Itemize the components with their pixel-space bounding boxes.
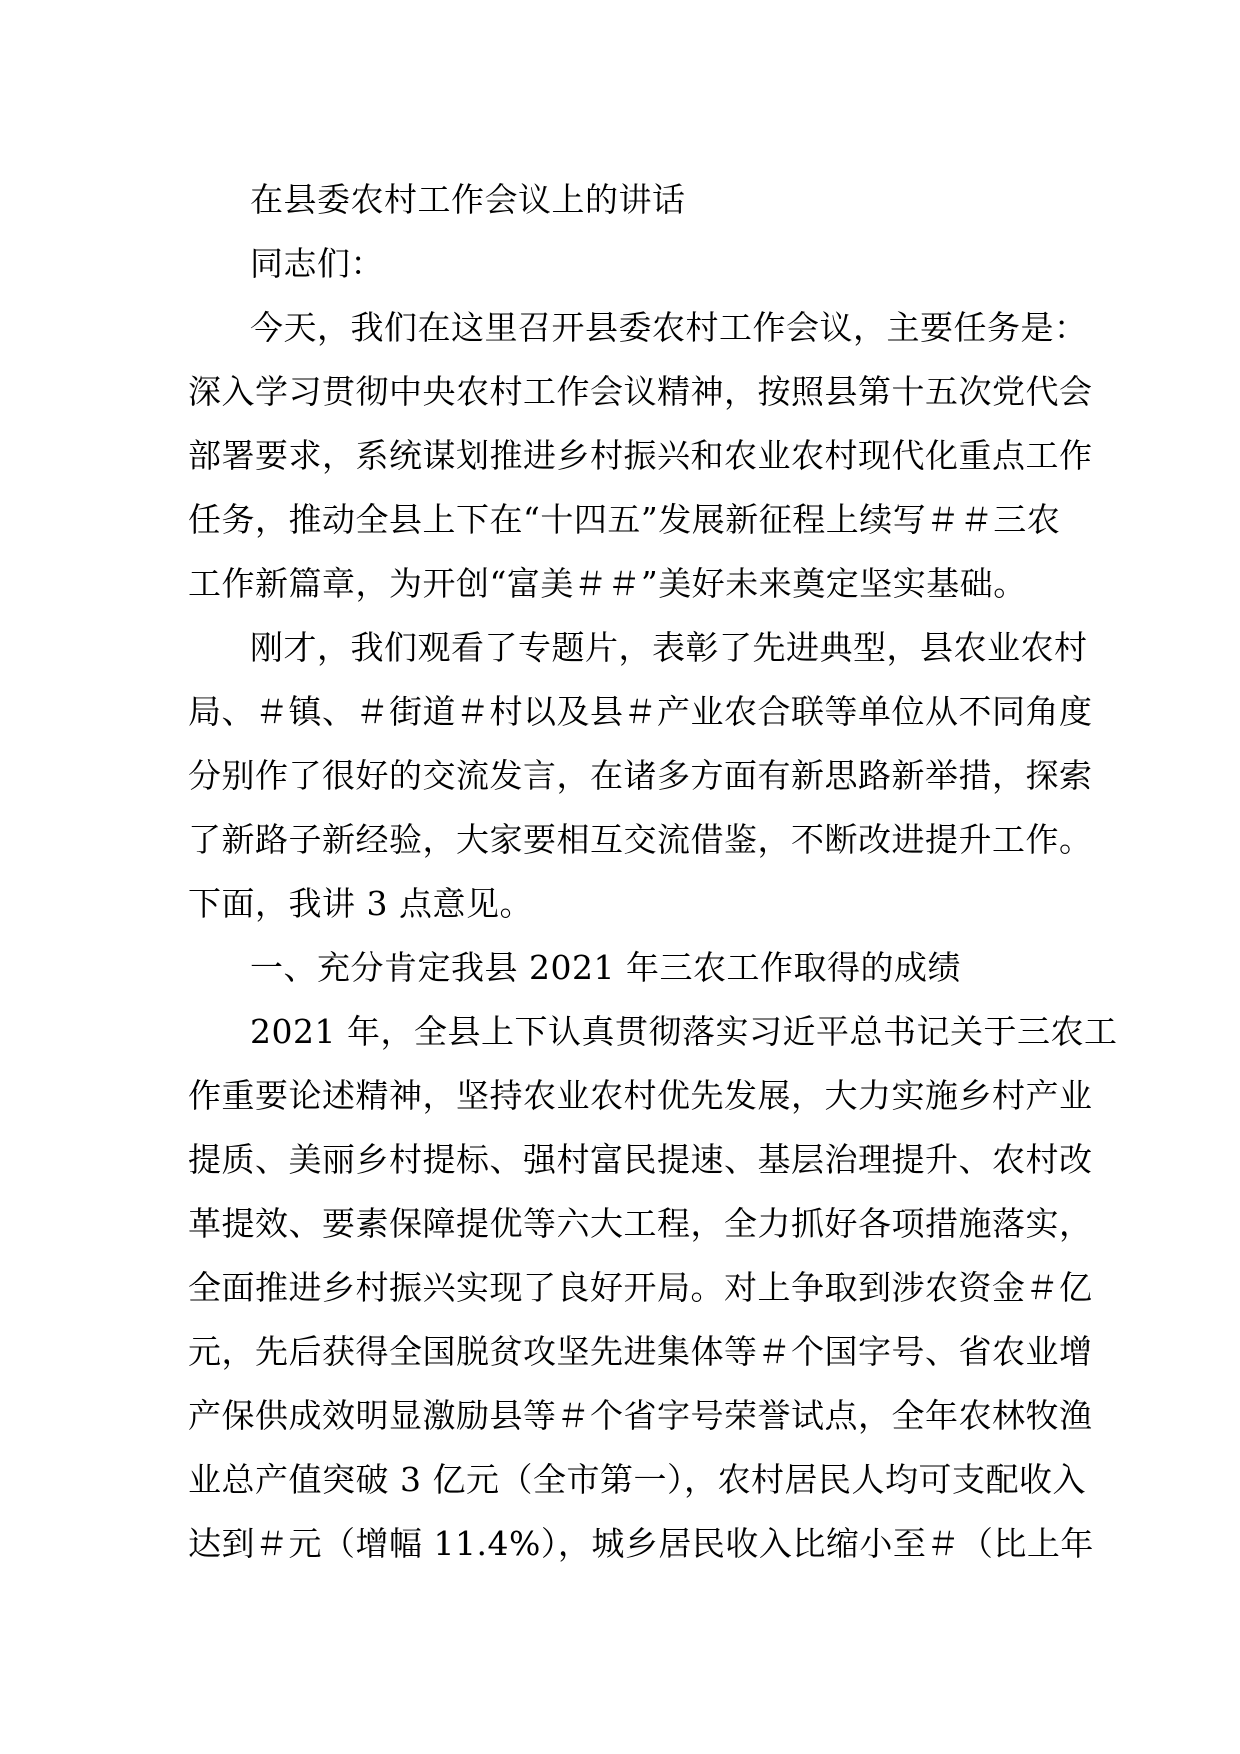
text-line: 一、充分肯定我县 2021 年三农工作取得的成绩	[250, 948, 961, 987]
text-line: 达到＃元（增幅 11.4%），城乡居民收入比缩小至＃（比上年	[188, 1524, 1094, 1563]
text-line: 局、＃镇、＃街道＃村以及县＃产业农合联等单位从不同角度	[188, 692, 1093, 731]
text-line: 业总产值突破 3 亿元（全市第一），农村居民人均可支配收入	[188, 1460, 1086, 1499]
text-line: 2021 年，全县上下认真贯彻落实习近平总书记关于三农工	[250, 1012, 1118, 1051]
text-line: 产保供成效明显激励县等＃个省字号荣誉试点，全年农林牧渔	[188, 1396, 1093, 1435]
text-line: 全面推进乡村振兴实现了良好开局。对上争取到涉农资金＃亿	[188, 1268, 1093, 1307]
text-line: 革提效、要素保障提优等六大工程，全力抓好各项措施落实，	[188, 1204, 1093, 1243]
text-line: 作重要论述精神，坚持农业农村优先发展，大力实施乡村产业	[188, 1076, 1093, 1115]
text-line: 分别作了很好的交流发言，在诸多方面有新思路新举措，探索	[188, 756, 1093, 795]
text-line: 深入学习贯彻中央农村工作会议精神，按照县第十五次党代会	[188, 372, 1093, 411]
text-line: 任务，推动全县上下在“十四五”发展新征程上续写＃＃三农	[188, 500, 1061, 539]
text-line: 下面，我讲 3 点意见。	[188, 884, 533, 923]
text-line: 工作新篇章，为开创“富美＃＃”美好未来奠定坚实基础。	[188, 564, 1027, 603]
text-line: 同志们：	[250, 244, 384, 283]
text-line: 提质、美丽乡村提标、强村富民提速、基层治理提升、农村改	[188, 1140, 1093, 1179]
document-title: 在县委农村工作会议上的讲话	[250, 180, 686, 219]
document-page	[188, 168, 1118, 1576]
text-line: 元，先后获得全国脱贫攻坚先进集体等＃个国字号、省农业增	[188, 1332, 1093, 1371]
text-line: 刚才，我们观看了专题片，表彰了先进典型，县农业农村	[250, 628, 1088, 667]
text-line: 今天，我们在这里召开县委农村工作会议，主要任务是：	[250, 308, 1088, 347]
text-line: 部署要求，系统谋划推进乡村振兴和农业农村现代化重点工作	[188, 436, 1093, 475]
text-line: 了新路子新经验，大家要相互交流借鉴，不断改进提升工作。	[188, 820, 1093, 859]
